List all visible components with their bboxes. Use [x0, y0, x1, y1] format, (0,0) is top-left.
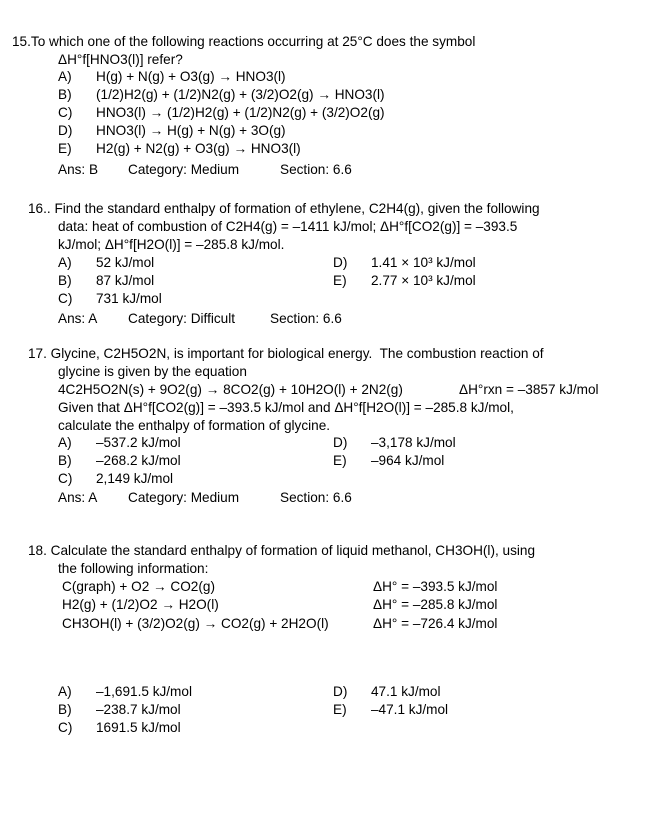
- q17-option-e-label: E): [333, 453, 347, 468]
- q17-equation-enthalpy: ΔH°rxn = –3857 kJ/mol: [459, 382, 599, 397]
- q15-answer: Ans: B: [58, 162, 99, 177]
- q17-stem-line-1: 17. Glycine, C2H5O2N, is important for biological energy. The combustion reaction of: [28, 346, 544, 361]
- q15-option-b-label: B): [58, 87, 72, 102]
- q16-option-a-label: A): [58, 255, 72, 270]
- q15-option-b-text: (1/2)H2(g) + (1/2)N2(g) + (3/2)O2(g) → HNO3(l): [96, 87, 385, 102]
- q17-option-b-text: –268.2 kJ/mol: [96, 453, 181, 468]
- q15-option-e-text: H2(g) + N2(g) + O3(g) → HNO3(l): [96, 141, 301, 156]
- q18-option-b-label: B): [58, 702, 72, 717]
- q16-category: Category: Difficult: [128, 311, 236, 326]
- q17-option-e-text: –964 kJ/mol: [371, 453, 445, 468]
- q18-stem-line-1: 18. Calculate the standard enthalpy of formation of liquid methanol, CH3OH(l), using: [28, 543, 536, 558]
- q17-answer: Ans: A: [58, 490, 98, 505]
- q18-option-c-label: C): [58, 720, 73, 735]
- q18-option-b-text: –238.7 kJ/mol: [96, 702, 181, 717]
- q16-option-a-text: 52 kJ/mol: [96, 255, 155, 270]
- q18-reaction-2-enthalpy: ΔH° = –285.8 kJ/mol: [373, 597, 498, 612]
- q16-section: Section: 6.6: [270, 311, 342, 326]
- q17-section: Section: 6.6: [280, 490, 352, 505]
- q17-option-d-text: –3,178 kJ/mol: [371, 435, 456, 450]
- q16-stem-line-1: 16.. Find the standard enthalpy of formation of ethylene, C2H4(g), given the following: [28, 201, 540, 216]
- q15-option-d-text: HNO3(l) → H(g) + N(g) + 3O(g): [96, 123, 286, 138]
- q16-option-b-label: B): [58, 273, 72, 288]
- q15-option-c-label: C): [58, 105, 73, 120]
- q15-option-e-label: E): [58, 141, 72, 156]
- q17-stem-line-4: calculate the enthalpy of formation of glycine.: [58, 418, 331, 433]
- q17-option-d-label: D): [333, 435, 348, 450]
- q16-option-d-text: 1.41 × 10³ kJ/mol: [371, 255, 476, 270]
- q18-option-e-text: –47.1 kJ/mol: [371, 702, 449, 717]
- q17-option-a-label: A): [58, 435, 72, 450]
- q16-option-b-text: 87 kJ/mol: [96, 273, 155, 288]
- q18-reaction-3: CH3OH(l) + (3/2)O2(g) → CO2(g) + 2H2O(l): [62, 616, 329, 631]
- q15-category: Category: Medium: [128, 162, 240, 177]
- q17-option-c-label: C): [58, 471, 73, 486]
- q17-category: Category: Medium: [128, 490, 240, 505]
- q17-equation: 4C2H5O2N(s) + 9O2(g) → 8CO2(g) + 10H2O(l) + 2N2(g): [58, 382, 403, 397]
- q18-reaction-1-enthalpy: ΔH° = –393.5 kJ/mol: [373, 579, 498, 594]
- q18-option-a-text: –1,691.5 kJ/mol: [96, 684, 192, 699]
- q18-option-d-label: D): [333, 684, 348, 699]
- q18-stem-line-2: the following information:: [58, 561, 209, 576]
- q16-stem-line-2: data: heat of combustion of C2H4(g) = –1411 kJ/mol; ΔH°f[CO2(g)] = –393.5: [58, 219, 518, 234]
- q18-reaction-3-enthalpy: ΔH° = –726.4 kJ/mol: [373, 616, 498, 631]
- q15-option-d-label: D): [58, 123, 73, 138]
- q18-reaction-2: H2(g) + (1/2)O2 → H2O(l): [62, 597, 219, 612]
- q17-stem-line-2: glycine is given by the equation: [58, 364, 247, 379]
- q15-option-a-text: H(g) + N(g) + O3(g) → HNO3(l): [96, 69, 286, 84]
- q18-reaction-1: C(graph) + O2 → CO2(g): [62, 579, 215, 594]
- q17-stem-line-3: Given that ΔH°f[CO2(g)] = –393.5 kJ/mol and ΔH°f[H2O(l)] = –285.8 kJ/mol,: [58, 400, 514, 415]
- q17-option-c-text: 2,149 kJ/mol: [96, 471, 174, 486]
- q15-section: Section: 6.6: [280, 162, 352, 177]
- q15-stem-line-1: 15.To which one of the following reactions occurring at 25°C does the symbol: [12, 34, 476, 49]
- q16-option-e-label: E): [333, 273, 347, 288]
- q18-option-c-text: 1691.5 kJ/mol: [96, 720, 181, 735]
- q15-option-a-label: A): [58, 69, 72, 84]
- q16-option-c-text: 731 kJ/mol: [96, 291, 162, 306]
- q16-option-c-label: C): [58, 291, 73, 306]
- q16-answer: Ans: A: [58, 311, 98, 326]
- q16-option-e-text: 2.77 × 10³ kJ/mol: [371, 273, 476, 288]
- q16-option-d-label: D): [333, 255, 348, 270]
- q15-stem-line-2: ΔH°f[HNO3(l)] refer?: [58, 52, 183, 67]
- q18-option-d-text: 47.1 kJ/mol: [371, 684, 441, 699]
- q18-option-a-label: A): [58, 684, 72, 699]
- q15-option-c-text: HNO3(l) → (1/2)H2(g) + (1/2)N2(g) + (3/2)O2(g): [96, 105, 385, 120]
- q17-option-b-label: B): [58, 453, 72, 468]
- q18-option-e-label: E): [333, 702, 347, 717]
- q16-stem-line-3: kJ/mol; ΔH°f[H2O(l)] = –285.8 kJ/mol.: [58, 237, 285, 252]
- q17-option-a-text: –537.2 kJ/mol: [96, 435, 181, 450]
